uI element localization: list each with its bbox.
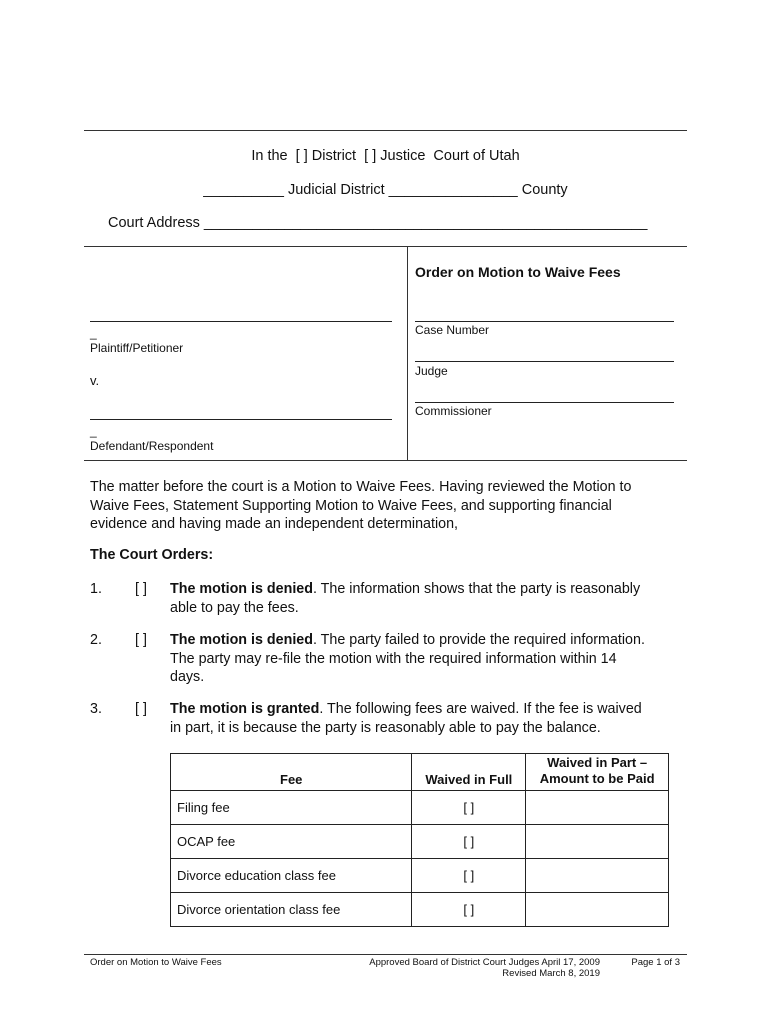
commissioner-label: Commissioner <box>415 404 492 418</box>
amount-to-pay-cell[interactable] <box>526 825 669 859</box>
amount-to-pay-cell[interactable] <box>526 791 669 825</box>
intro-line-3: evidence and having made an independent determination, <box>90 516 459 532</box>
order-item-2-checkbox: [ ] <box>135 632 147 648</box>
footer-rule <box>84 954 687 955</box>
defendant-name-line <box>90 419 392 420</box>
order-item-1-line2: able to pay the fees. <box>170 599 299 616</box>
orders-heading: The Court Orders: <box>90 547 214 563</box>
fee-name-cell: Divorce education class fee <box>171 859 412 893</box>
order-item-1-checkbox: [ ] <box>135 581 147 597</box>
plaintiff-name-line <box>90 321 392 322</box>
waived-full-checkbox[interactable]: [ ] <box>412 825 526 859</box>
order-item-2-rest: . The party failed to provide the required information. <box>312 632 645 648</box>
intro-paragraph <box>90 478 690 534</box>
table-row <box>171 893 669 927</box>
order-item-3-checkbox: [ ] <box>135 701 147 717</box>
order-item-1-number: 1. <box>90 581 102 597</box>
waived-full-column-header: Waived in Full <box>412 754 526 791</box>
judge-label: Judge <box>415 364 448 378</box>
intro-line-2: Waive Fees, Statement Supporting Motion to Waive Fees, and supporting financial <box>90 497 612 514</box>
amount-to-pay-cell[interactable] <box>526 893 669 927</box>
table-row <box>171 791 669 825</box>
waived-part-column-header <box>526 754 669 791</box>
fee-table-header-row <box>171 754 669 791</box>
defendant-label: Defendant/Respondent <box>90 439 214 453</box>
order-item-3-text <box>170 700 690 737</box>
judge-line <box>415 361 674 362</box>
district-line: __________ Judicial District ________________ County <box>203 182 568 198</box>
fee-table <box>170 753 669 927</box>
case-number-line <box>415 321 674 322</box>
waived-full-checkbox[interactable]: [ ] <box>412 859 526 893</box>
fee-name-cell: Divorce orientation class fee <box>171 893 412 927</box>
order-item-2-number: 2. <box>90 632 102 648</box>
order-item-1-bold: The motion is denied <box>170 581 313 597</box>
table-row <box>171 825 669 859</box>
order-item-1-rest: . The information shows that the party is reasonably <box>312 581 641 597</box>
case-number-label: Case Number <box>415 323 490 337</box>
fee-name-cell: Filing fee <box>171 791 412 825</box>
plaintiff-label: Plaintiff/Petitioner <box>90 341 184 355</box>
footer-revised: Revised March 8, 2019 <box>502 968 600 979</box>
order-item-3-bold: The motion is granted <box>170 701 320 717</box>
order-item-3-line2: in part, it is because the party is reasonably able to pay the balance. <box>170 719 601 736</box>
commissioner-line <box>415 402 674 403</box>
order-item-2-line3: days. <box>170 669 205 685</box>
waived-full-checkbox[interactable]: [ ] <box>412 893 526 927</box>
waived-part-header-line-2: Amount to be Paid <box>539 771 655 786</box>
amount-to-pay-cell[interactable] <box>526 859 669 893</box>
waived-full-checkbox[interactable]: [ ] <box>412 791 526 825</box>
caption-bottom-rule <box>84 460 687 461</box>
order-item-1-text <box>170 580 690 617</box>
caption-divider <box>407 246 408 460</box>
court-line: In the [ ] District [ ] Justice Court of Utah <box>251 148 520 164</box>
waived-part-header-line-1: Waived in Part – <box>547 755 648 770</box>
caption-top-rule <box>84 246 687 247</box>
footer-form-name: Order on Motion to Waive Fees <box>90 957 222 968</box>
top-rule <box>84 130 687 131</box>
intro-line-1: The matter before the court is a Motion to Waive Fees. Having reviewed the Motion to <box>90 479 632 495</box>
footer-approved: Approved Board of District Court Judges April 17, 2009 <box>369 957 600 968</box>
order-item-3-rest: . The following fees are waived. If the fee is waived <box>319 701 642 717</box>
document-title: Order on Motion to Waive Fees <box>415 264 621 280</box>
order-item-2-text <box>170 631 690 687</box>
order-item-2-bold: The motion is denied <box>170 632 313 648</box>
court-address-line: Court Address _______________________________________________________ <box>108 215 648 231</box>
table-row <box>171 859 669 893</box>
footer-page-number: Page 1 of 3 <box>631 957 680 968</box>
order-item-2-line2: The party may re-file the motion with the required information within 14 <box>170 650 617 667</box>
versus-label: v. <box>90 373 100 388</box>
defendant-underscore: _ <box>90 424 97 438</box>
fee-column-header: Fee <box>171 754 412 791</box>
order-item-3-number: 3. <box>90 701 102 717</box>
plaintiff-underscore: _ <box>90 326 97 340</box>
fee-name-cell: OCAP fee <box>171 825 412 859</box>
